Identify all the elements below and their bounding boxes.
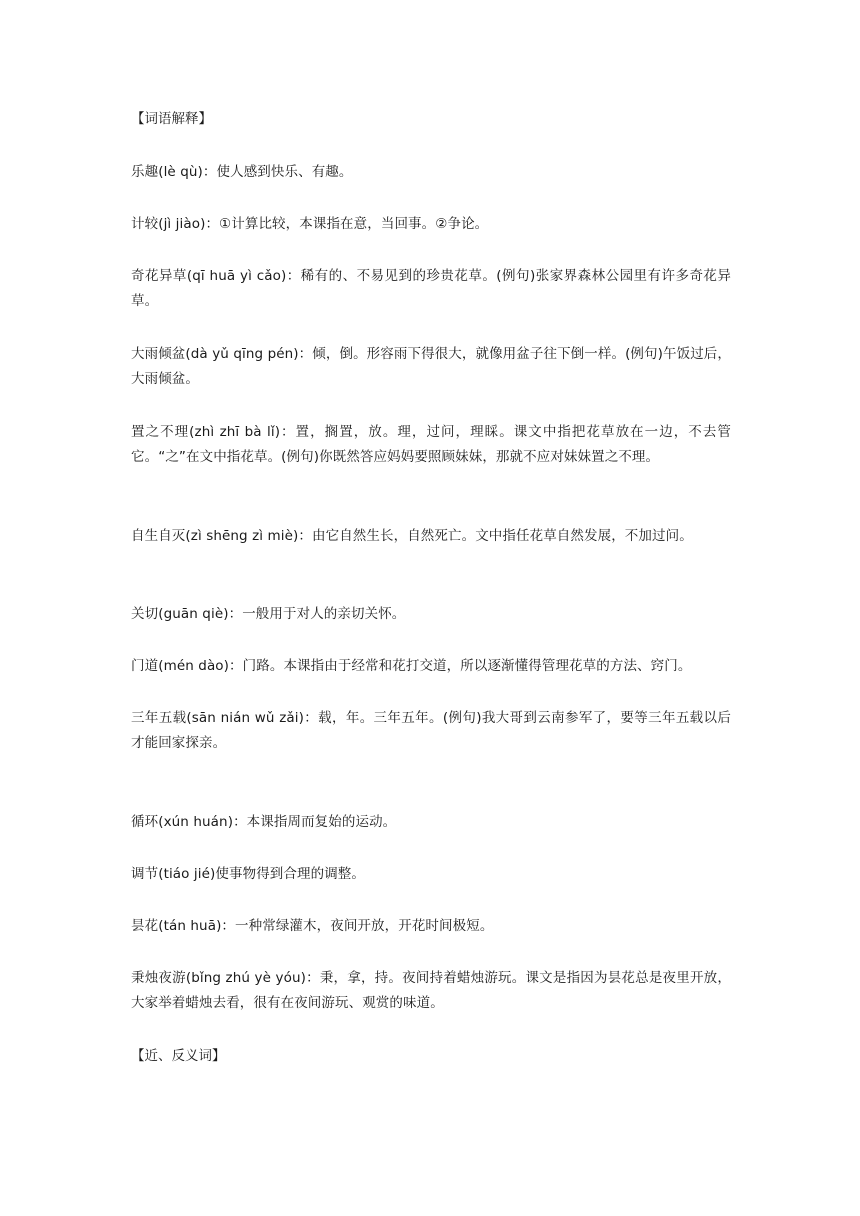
entry-zhizhibuli: 置之不理(zhì zhī bà lǐ)：置，搁置，放。理，过问，理睬。课文中指把花草放在一边，不去管它。“之”在文中指花草。(例句)你既然答应妈妈要照顾妹妹，那就不应对妹妹置之不理。	[131, 424, 731, 465]
entry-tiaojie: 调节(tiáo jié)使事物得到合理的调整。	[131, 866, 366, 882]
entry-qihuayicao: 奇花异草(qī huā yì cǎo)：稀有的、不易见到的珍贵花草。(例句)张家界森林公园里有许多奇花异草。	[131, 268, 731, 309]
entry-dayuqingpen: 大雨倾盆(dà yǔ qīng pén)：倾，倒。形容雨下得很大，就像用盆子往下倒一样。(例句)午饭过后，大雨倾盆。	[131, 346, 732, 387]
section-heading-vocabulary: 【词语解释】	[131, 111, 212, 127]
entry-zishengzimie: 自生自灭(zì shēng zì miè)：由它自然生长，自然死亡。文中指任花草自然发展，不加过问。	[131, 528, 693, 544]
entry-tanhua: 昙花(tán huā)：一种常绿灌木，夜间开放，开花时间极短。	[131, 918, 494, 934]
entry-xunhuan: 循环(xún huán)：本课指周而复始的运动。	[131, 814, 397, 830]
entry-bingzhuyeyou: 秉烛夜游(bǐng zhú yè yóu)：秉，拿，持。夜间持着蜡烛游玩。课文是指因为昙花总是夜里开放，大家举着蜡烛去看，很有在夜间游玩、观赏的味道。	[131, 970, 731, 1011]
entry-mendao: 门道(mén dào)：门路。本课指由于经常和花打交道，所以逐渐懂得管理花草的方法、窍门。	[131, 658, 692, 674]
entry-guanqie: 关切(guān qiè)：一般用于对人的亲切关怀。	[131, 606, 406, 622]
section-heading-synonyms: 【近、反义词】	[131, 1048, 226, 1064]
entry-jijiao: 计较(jì jiào)：①计算比较，本课指在意，当回事。②争论。	[131, 216, 489, 232]
entry-sannianwuzai: 三年五载(sān nián wǔ zǎi)：载，年。三年五年。(例句)我大哥到云南参军了，要等三年五载以后才能回家探亲。	[131, 710, 731, 751]
entry-lequ: 乐趣(lè qù)：使人感到快乐、有趣。	[131, 164, 353, 180]
